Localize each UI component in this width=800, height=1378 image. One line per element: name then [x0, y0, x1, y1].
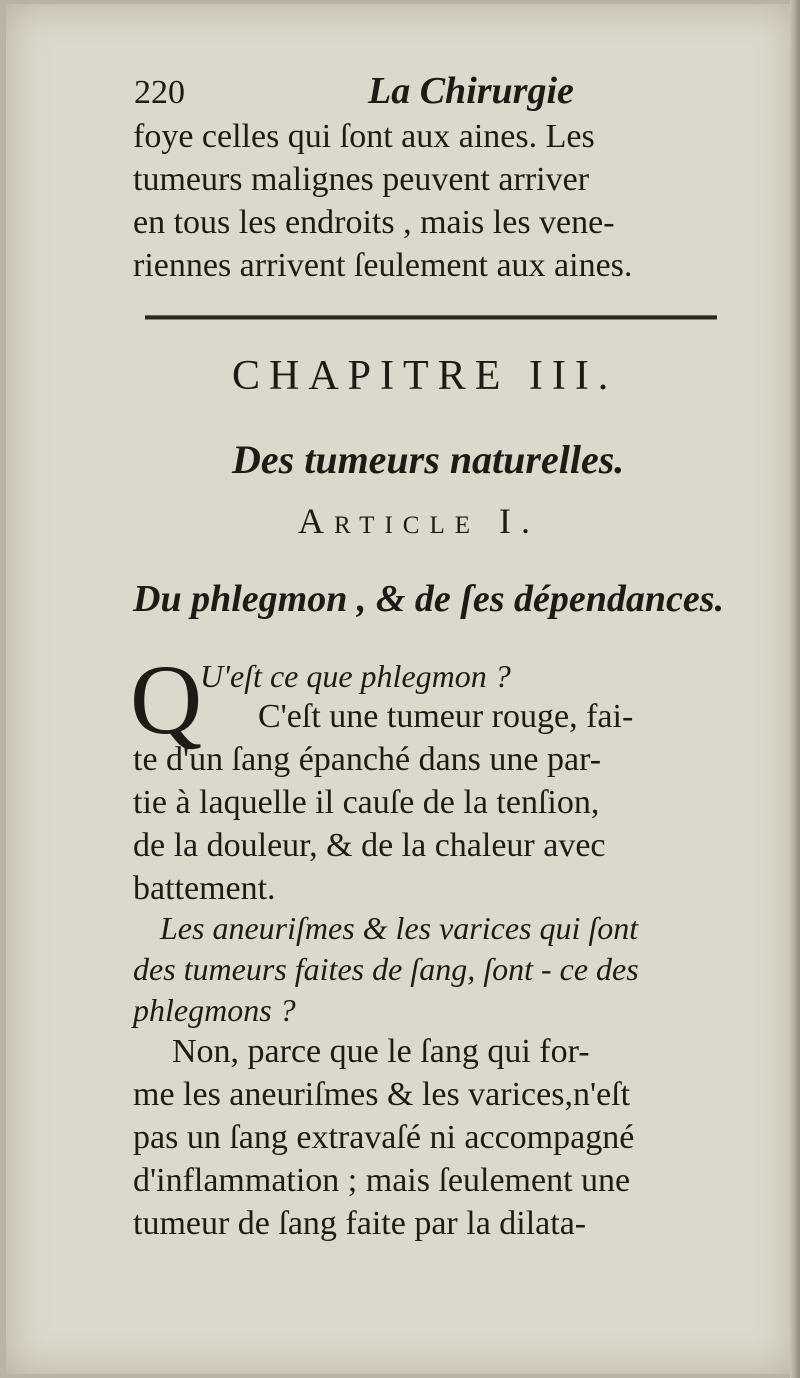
text-line: en tous les endroits , mais les vene-: [133, 204, 615, 241]
text-line: de la douleur, & de la chaleur avec: [133, 827, 606, 864]
question-text: Les aneuriſmes & les varices qui ſont: [160, 910, 639, 946]
text-line: d'inflammation ; mais ſeulement une: [133, 1162, 631, 1199]
text-line: tie à laquelle il cauſe de la tenſion,: [133, 784, 600, 821]
question-text: phlegmons ?: [133, 992, 296, 1028]
article-title: Article I.: [298, 501, 540, 541]
question-text: des tumeurs faites de ſang, ſont - ce des: [133, 951, 639, 987]
section-title: Des tumeurs naturelles.: [232, 437, 625, 482]
text-line: C'eſt une tumeur rouge, fai-: [258, 698, 634, 735]
subsection-title: Du phlegmon , & de ſes dépendances.: [133, 578, 725, 620]
running-head: [130, 68, 610, 112]
section-divider-rule: [145, 315, 717, 320]
page-binding-edge: [790, 0, 800, 1378]
text-line: battement.: [133, 870, 276, 907]
text-line: tumeurs malignes peuvent arriver: [133, 161, 590, 198]
running-title: La Chirurgie: [368, 70, 574, 112]
text-line: riennes arrivent ſeulement aux aines.: [133, 247, 633, 284]
text-line: tumeur de ſang faite par la dilata-: [133, 1205, 587, 1242]
text-line: foye celles qui ſont aux aines. Les: [133, 118, 595, 155]
text-line: pas un ſang extravaſé ni accompagné: [133, 1119, 635, 1156]
question-text: U'eſt ce que phlegmon ?: [200, 658, 511, 694]
text-line: te d'un ſang épanché dans une par-: [133, 741, 602, 778]
chapter-title: CHAPITRE III.: [232, 353, 618, 399]
text-line: Non, parce que le ſang qui for-: [172, 1033, 590, 1070]
page-number: 220: [134, 74, 185, 111]
drop-cap: Q: [130, 644, 203, 755]
text-line: me les aneuriſmes & les varices,n'eſt: [133, 1076, 631, 1113]
